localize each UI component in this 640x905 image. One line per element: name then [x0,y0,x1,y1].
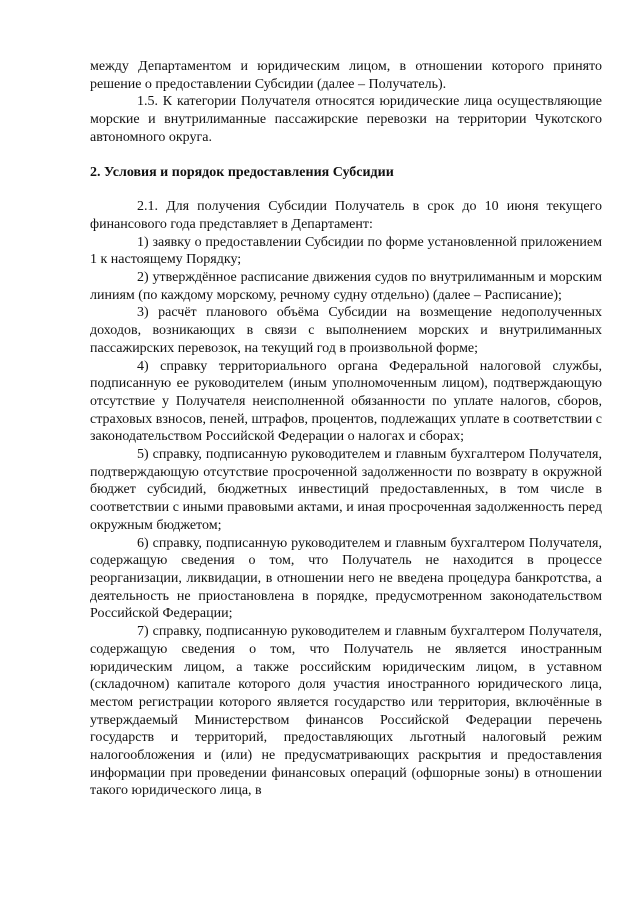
document-page [90,58,602,800]
paragraph-continuation: между Департаментом и юридическим лицом, в отношении которого принято решение о предоставлении Субсидии (далее – Получатель). [90,59,602,92]
section-heading: 2. Условия и порядок предоставления Субсидии [90,164,394,180]
list-item-1: 1) заявку о предоставлении Субсидии по форме установленной приложением 1 к настоящему Порядку; [90,234,602,268]
list-item-5: 5) справку, подписанную руководителем и главным бухгалтером Получателя, подтверждающую отсутствие просроченной задолженности по возврату в окружной бюджет субсидий, бюджетных инвестиций предоставленных, в том числе в соответствии с иными правовыми актами, и иная просроченная задолженность перед окружным бюджетом; [90,447,602,533]
paragraph-2-1: 2.1. Для получения Субсидии Получатель в срок до 10 июня текущего финансового года представляет в Департамент: [90,199,602,232]
paragraph-1-5: 1.5. К категории Получателя относятся юридические лица осуществляющие морские и внутрилиманные пассажирские перевозки на территории Чукотского автономного округа. [90,94,602,145]
list-item-6: 6) справку, подписанную руководителем и главным бухгалтером Получателя, содержащую сведения о том, что Получатель не находится в процессе реорганизации, ликвидации, в отношении него не введена процедура банкротства, а деятельность не приостановлена в порядке, предусмотренном законодательством Российской Федерации; [90,535,602,622]
list-item-2: 2) утверждённое расписание движения судов по внутрилиманным и морским линиям (по каждому морскому, речному судну отдельно) (далее – Расписание); [90,270,602,303]
list-item-4: 4) справку территориального органа Федеральной налоговой службы, подписанную ее руководителем (иным уполномоченным лицом), подтверждающую отсутствие у Получателя неисполненной обязанности по уплате налогов, сборов, страховых взносов, пеней, штрафов, процентов, подлежащих уплате в соответствии с законодательством Российской Федерации о налогах и сборах; [90,358,602,445]
list-item-3: 3) расчёт планового объёма Субсидии на возмещение недополученных доходов, возникающих в связи с выполнением морских и внутрилиманных пассажирских перевозок, на текущий год в произвольной форме; [90,305,602,356]
list-item-7: 7) справку, подписанную руководителем и главным бухгалтером Получателя, содержащую сведения о том, что Получатель не является иностранным юридическим лицом, а также российским юридическим лицом, в уставном (складочном) капитале которого доля участия иностранного юридического лица, местом регистрации которого является государство или территория, включённые в утверждаемый Министерством финансов Российской Федерации перечень государств и территорий, предоставляющих льготный налоговый режим налогообложения и (или) не предусматривающих раскрытия и предоставления информации при проведении финансовых операций (офшорные зоны) в отношении такого юридического лица, в [90,624,602,799]
